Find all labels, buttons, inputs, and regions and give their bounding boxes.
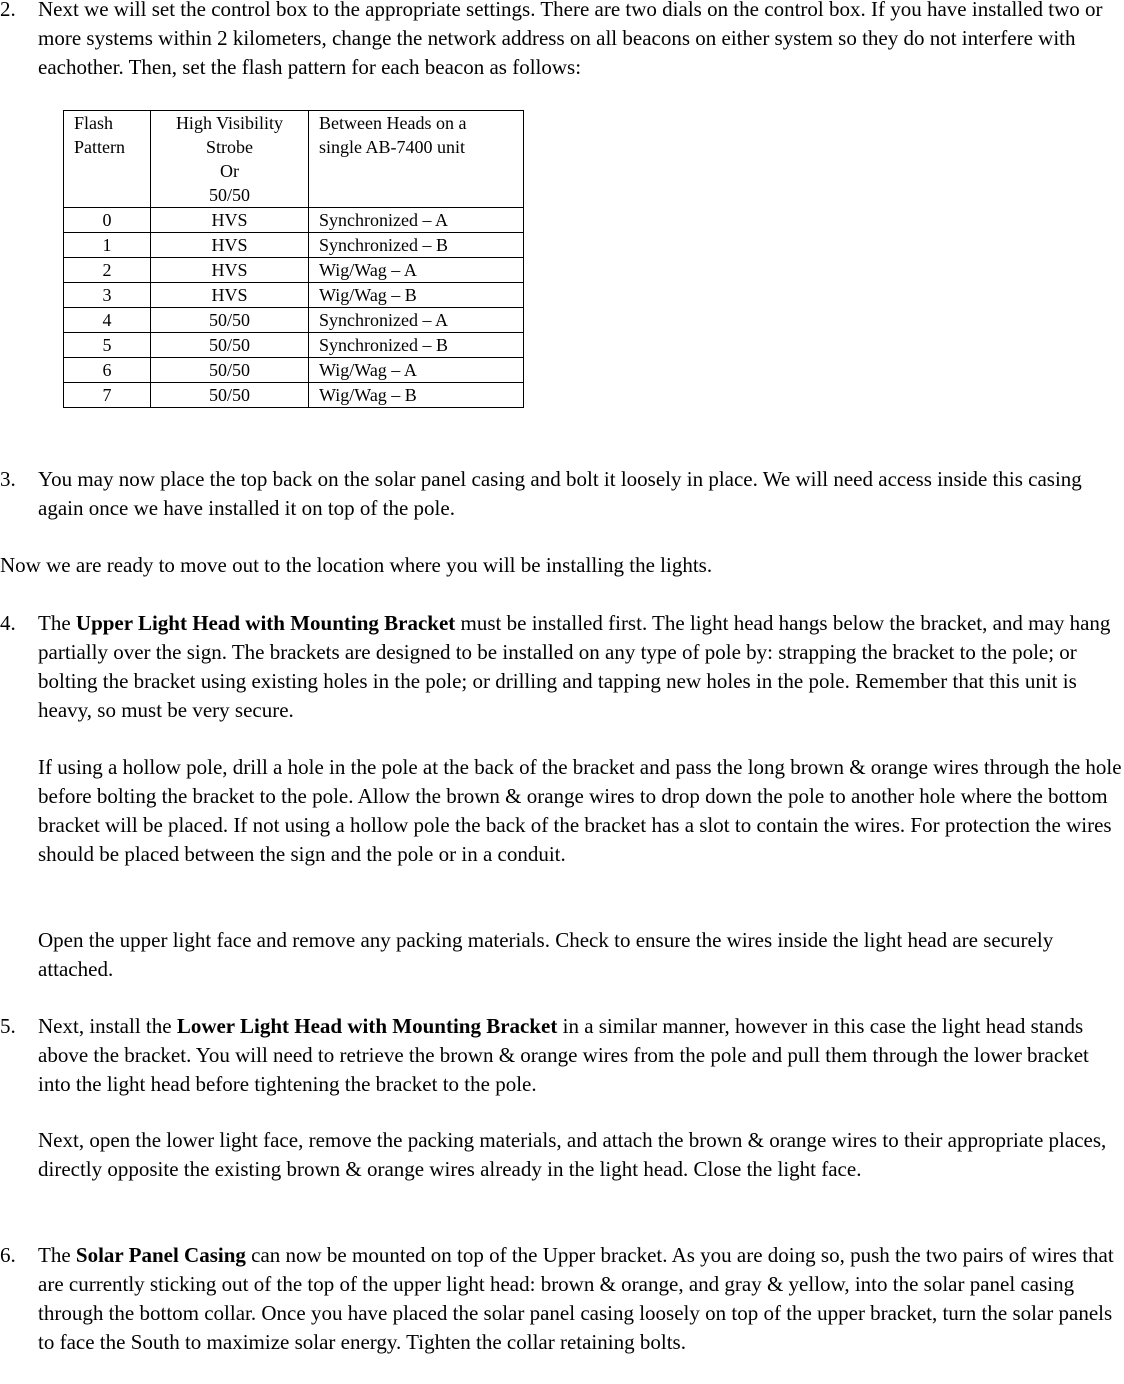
cell-pattern: 5 (64, 333, 151, 358)
step-text: You may now place the top back on the solar panel casing and bolt it loosely in place. We will need access inside this casing again once we have installed it on top of the pole. (38, 467, 1082, 520)
cell-between: Synchronized – B (309, 333, 524, 358)
lower-light-head-term: Lower Light Head with Mounting Bracket (176, 1014, 558, 1038)
cell-mode: 50/50 (151, 358, 309, 383)
cell-mode: 50/50 (151, 308, 309, 333)
cell-pattern: 0 (64, 208, 151, 233)
step-text: The Upper Light Head with Mounting Bracket must be installed first. The light head hangs below the bracket, and may hang partially over the sign. The brackets are designed to be installed on any type of pole by: strapping the bracket to the pole; or bolting the bracket using existing holes in the pole; or drilling and tapping new holes in the pole. Remember that this unit is heavy, so must be very secure. (38, 611, 1111, 722)
table-row (64, 308, 524, 333)
step-number: 5. (0, 1014, 16, 1038)
cell-between: Synchronized – B (309, 233, 524, 258)
paragraph: Open the upper light face and remove any packing materials. Check to ensure the wires inside the light head are securely attached. (38, 928, 1054, 981)
paragraph: If using a hollow pole, drill a hole in the pole at the back of the bracket and pass the long brown & orange wires through the hole before bolting the bracket to the pole. Allow the brown & orange wires to drop down the pole to another hole where the bottom bracket will be placed. If not using a hollow pole the back of the bracket has a slot to contain the wires. For protection the wires should be placed between the sign and the pole or in a conduit. (38, 755, 1122, 866)
step-text: Next we will set the control box to the appropriate settings. There are two dials on the control box. If you have installed two or more systems within 2 kilometers, change the network address on all beacons on either system so they do not interfere with eachother. Then, set the flash pattern for each beacon as follows: (38, 0, 1103, 79)
cell-pattern: 3 (64, 283, 151, 308)
cell-between: Synchronized – A (309, 308, 524, 333)
table-row (64, 283, 524, 308)
upper-light-head-term: Upper Light Head with Mounting Bracket (75, 611, 456, 635)
cell-pattern: 7 (64, 383, 151, 408)
step-text: The Solar Panel Casing can now be mounted on top of the Upper bracket. As you are doing so, push the two pairs of wires that are currently sticking out of the top of the upper light head: brown & orange, and gray & yellow, into the solar panel casing through the bottom collar. Once you have placed the solar panel casing loosely on top of the upper bracket, turn the solar panels to face the South to maximize solar energy. Tighten the collar retaining bolts. (38, 1243, 1114, 1354)
step-number: 2. (0, 0, 16, 21)
cell-pattern: 1 (64, 233, 151, 258)
cell-mode: HVS (151, 233, 309, 258)
cell-between: Wig/Wag – B (309, 283, 524, 308)
table-row (64, 358, 524, 383)
cell-mode: HVS (151, 283, 309, 308)
cell-mode: HVS (151, 208, 309, 233)
table-header-row (64, 111, 524, 208)
cell-pattern: 6 (64, 358, 151, 383)
flash-pattern-table (63, 110, 524, 408)
table-row (64, 383, 524, 408)
cell-mode: HVS (151, 258, 309, 283)
step-number: 3. (0, 467, 16, 491)
cell-mode: 50/50 (151, 333, 309, 358)
paragraph: Next, open the lower light face, remove the packing materials, and attach the brown & orange wires to their appropriate places, directly opposite the existing brown & orange wires already in the light head. Close the light face. (38, 1128, 1107, 1181)
table-row (64, 258, 524, 283)
cell-between: Synchronized – A (309, 208, 524, 233)
header-flash-pattern: Flash Pattern (64, 111, 151, 208)
cell-between: Wig/Wag – B (309, 383, 524, 408)
step-number: 6. (0, 1243, 16, 1267)
header-high-visibility: High Visibility Strobe Or 50/50 (151, 111, 309, 208)
cell-between: Wig/Wag – A (309, 358, 524, 383)
step-number: 4. (0, 611, 16, 635)
solar-panel-casing-term: Solar Panel Casing (75, 1243, 246, 1267)
table-row (64, 233, 524, 258)
table-row (64, 333, 524, 358)
cell-mode: 50/50 (151, 383, 309, 408)
table-row (64, 208, 524, 233)
transition-text: Now we are ready to move out to the location where you will be installing the lights. (0, 553, 713, 577)
step-text: Next, install the Lower Light Head with Mounting Bracket in a similar manner, however in this case the light head stands above the bracket. You will need to retrieve the brown & orange wires from the pole and pull them through the lower bracket into the light head before tightening the bracket to the pole. (38, 1014, 1089, 1096)
cell-between: Wig/Wag – A (309, 258, 524, 283)
cell-pattern: 2 (64, 258, 151, 283)
header-between-heads: Between Heads on a single AB-7400 unit (309, 111, 524, 208)
cell-pattern: 4 (64, 308, 151, 333)
